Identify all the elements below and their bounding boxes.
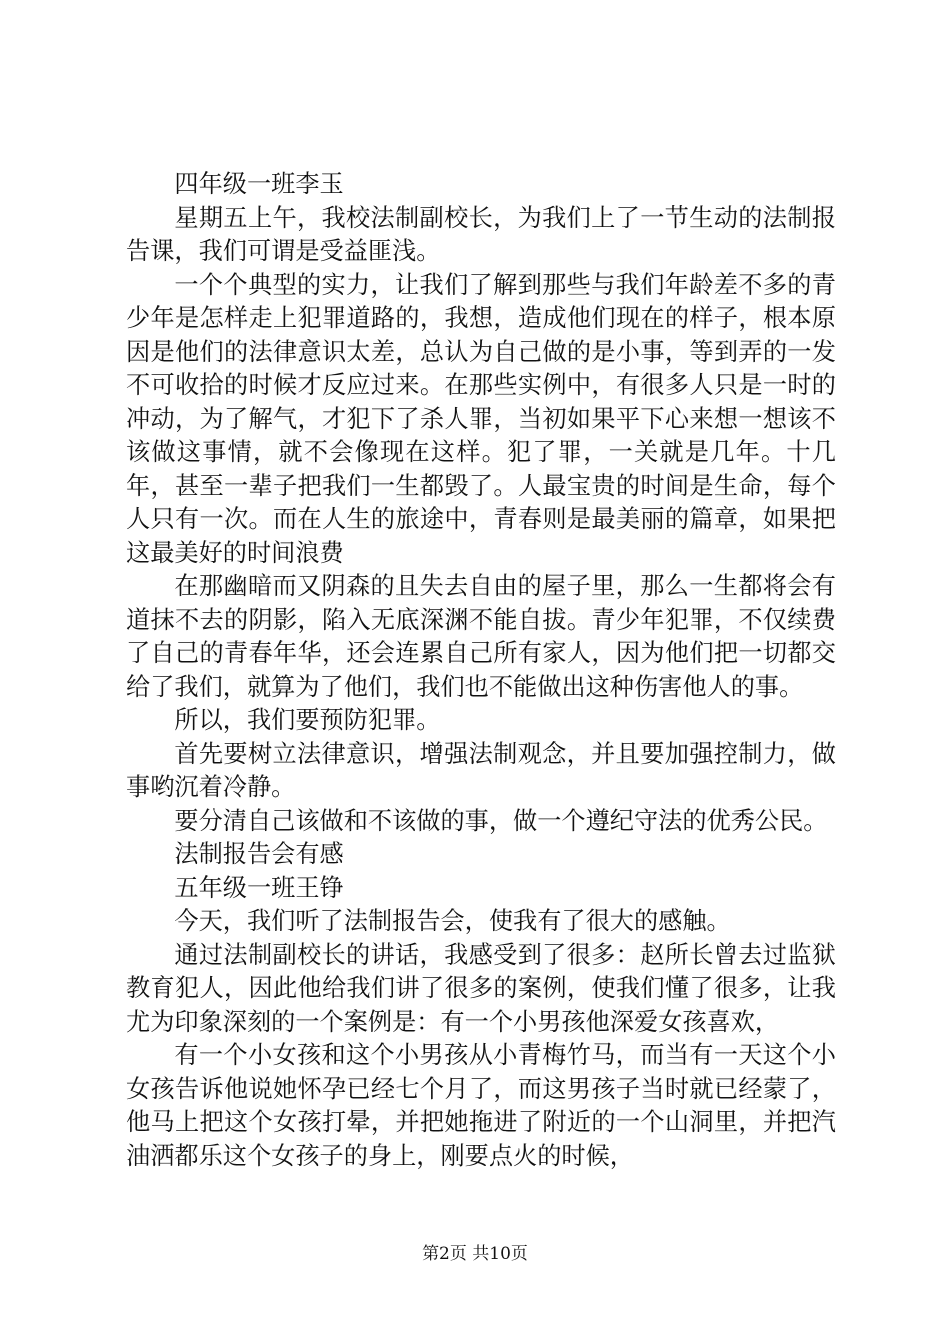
- paragraph: 在那幽暗而又阴森的且失去自由的屋子里，那么一生都将会有道抹不去的阴影，陷入无底深渊不能自拔。青少年犯罪，不仅续费了自己的青春年华，还会连累自己所有家人，因为他们把一切都交给了我们，就算为了他们，我们也不能做出这种伤害他人的事。: [126, 572, 836, 701]
- paragraph: 星期五上午，我校法制副校长，为我们上了一节生动的法制报告课，我们可谓是受益匪浅。: [126, 203, 836, 265]
- paragraph: 今天，我们听了法制报告会，使我有了很大的感触。: [174, 907, 731, 935]
- paragraph: 有一个小女孩和这个小男孩从小青梅竹马，而当有一天这个小女孩告诉他说她怀孕已经七个月了，而这男孩子当时就已经蒙了，他马上把这个女孩打晕，并把她拖进了附近的一个山洞里，并把汽油洒都乐这个女孩子的身上，刚要点火的时候，: [126, 1041, 836, 1170]
- document-body: [126, 168, 836, 1173]
- paragraph: 五年级一班王铮: [174, 873, 344, 902]
- paragraph: 四年级一班李玉: [174, 170, 344, 198]
- paragraph: 通过法制副校长的讲话，我感受到了很多：赵所长曾去过监狱教育犯人，因此他给我们讲了很多的案例，使我们懂了很多，让我尤为印象深刻的一个案例是：有一个小男孩他深爱女孩喜欢，: [126, 940, 836, 1036]
- paragraph: 要分清自己该做和不该做的事，做一个遵纪守法的优秀公民。: [174, 806, 828, 835]
- paragraph: 一个个典型的实力，让我们了解到那些与我们年龄差不多的青少年是怎样走上犯罪道路的，我想，造成他们现在的样子，根本原因是他们的法律意识太差，总认为自己做的是小事，等到弄的一发不可收拾的时候才反应过来。在那些实例中，有很多人只是一时的冲动，为了解气，才犯下了杀人罪，当初如果平下心来想一想该不该做这事情，就不会像现在这样。犯了罪，一关就是几年。十几年，甚至一辈子把我们一生都毁了。人最宝贵的时间是生命，每个人只有一次。而在人生的旅途中，青春则是最美丽的篇章，如果把这最美好的时间浪费: [126, 270, 836, 567]
- paragraph: 法制报告会有感: [174, 840, 344, 868]
- page-number-footer: 第2页 共10页: [422, 1244, 528, 1264]
- paragraph: 所以，我们要预防犯罪。: [174, 706, 441, 734]
- paragraph: 首先要树立法律意识，增强法制观念，并且要加强控制力，做事哟沉着冷静。: [126, 739, 836, 801]
